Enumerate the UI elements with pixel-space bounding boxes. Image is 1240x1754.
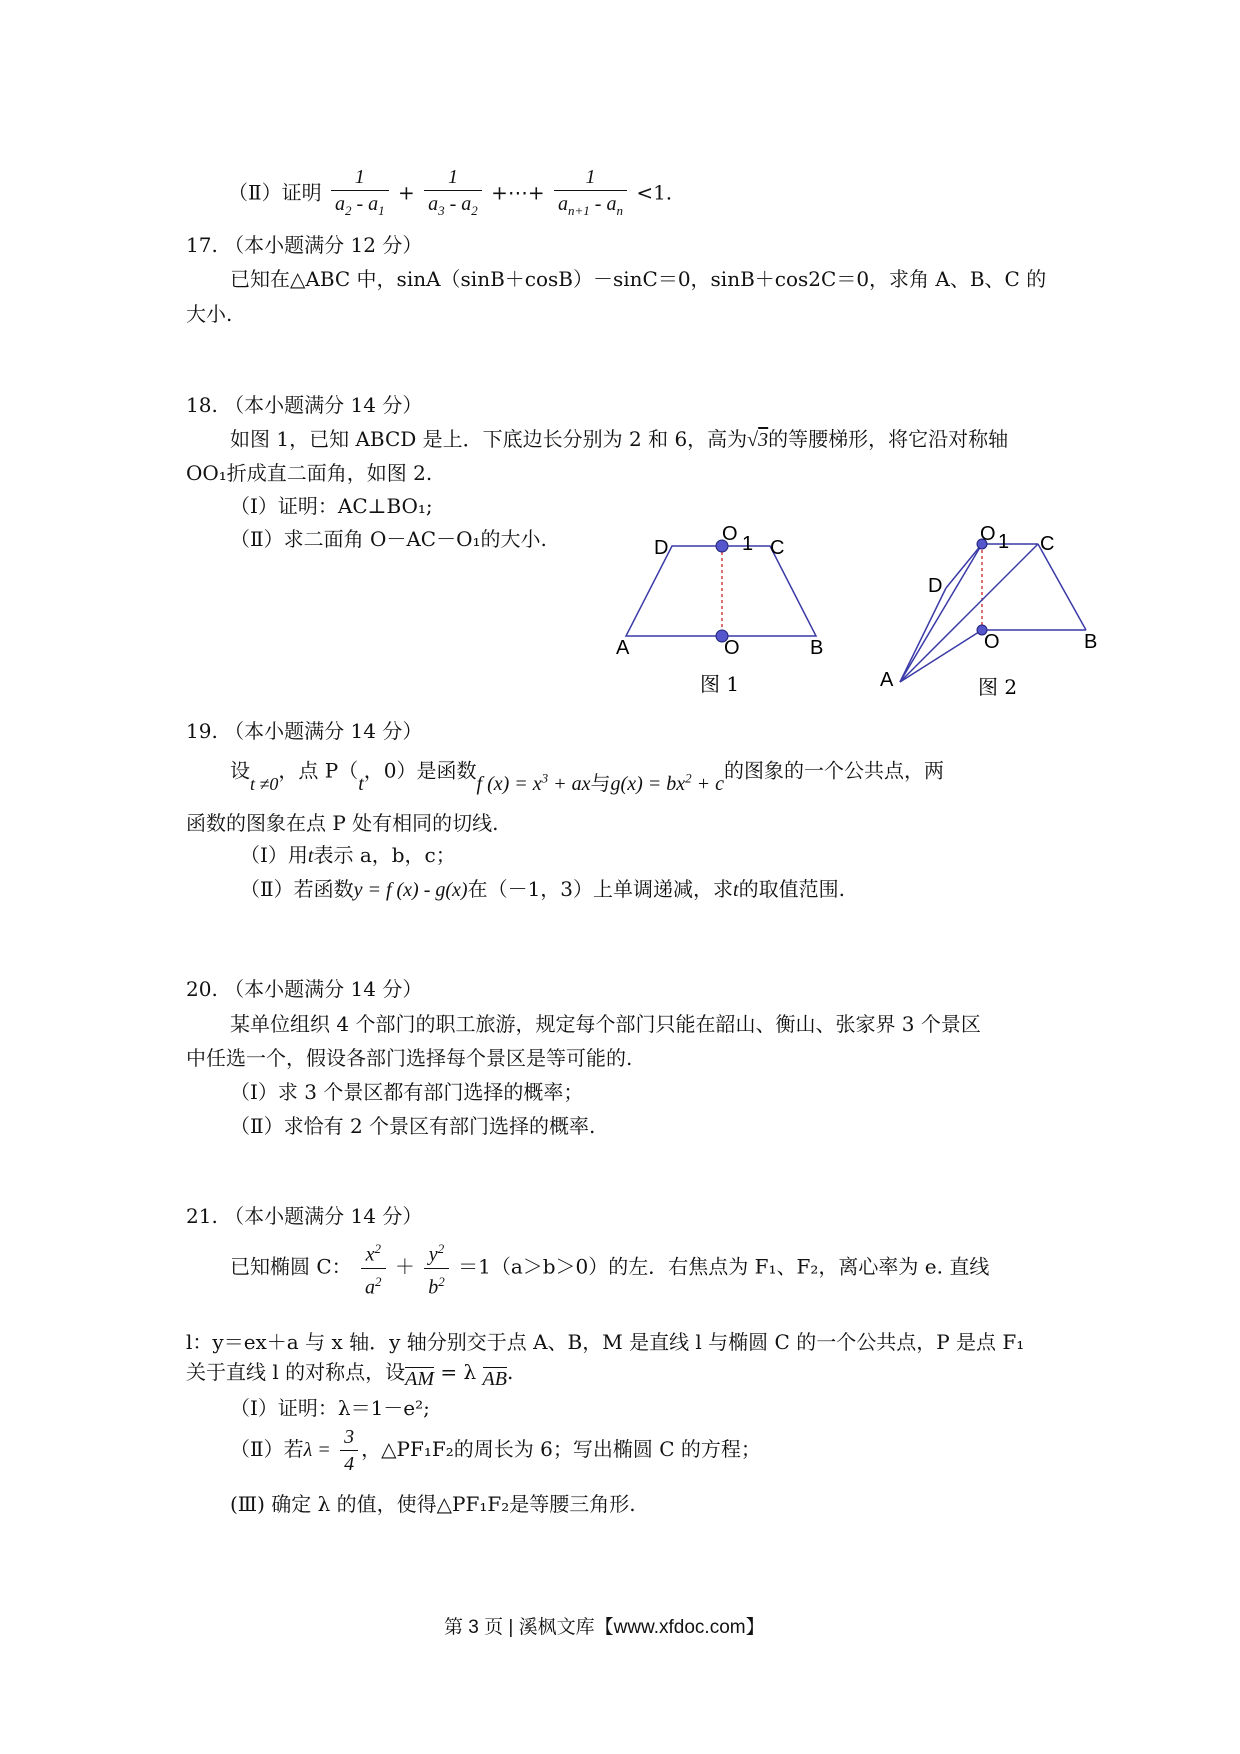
fig1-label-O1: O [722,523,738,545]
fig2-label-D: D [928,575,943,597]
t-ne-0: t ≠0 [250,773,279,794]
q18-part1: （Ⅰ）证明：AC⊥BO₁; [230,494,433,518]
fig2-label-A: A [880,669,894,691]
q21-part1: （Ⅰ）证明：λ＝1－e²; [230,1396,430,1420]
fig2-label-O1: O [980,523,996,545]
fig2-label-O: O [984,631,1000,653]
q20-line2: 中任选一个，假设各部门选择每个景区是等可能的. [186,1046,633,1070]
q18-line2: OO₁折成直二面角，如图 2. [186,461,433,485]
figure-2-folded [870,520,1120,710]
q21-frac-3-4: $\frac{3}{4}$ [340,1424,358,1477]
t-var: t [358,772,364,795]
q20-header: 20. （本小题满分 14 分） [186,977,423,1001]
vector-AM: AM [405,1368,435,1390]
fig1-label-O1-sub: 1 [742,533,754,555]
q21-frac-y: $\frac{y^2}{b^2}$ [424,1236,449,1300]
q18-part2: （Ⅱ）求二面角 O－AC－O₁的大小. [230,527,547,551]
q20-part1: （Ⅰ）求 3 个景区都有部门选择的概率； [230,1080,584,1104]
fig2-label-C: C [1040,533,1055,555]
q19-header: 19. （本小题满分 14 分） [186,719,423,743]
q19-part1: （Ⅰ）用t表示 a，b，c； [240,843,456,867]
figure-1-trapezoid [610,520,840,700]
q18-header: 18. （本小题满分 14 分） [186,393,423,417]
q19-line2: 函数的图象在点 P 处有相同的切线. [186,811,499,835]
q16-frac2: $\frac{1}{a_3 - a_2}$ [424,164,482,224]
q16-ellipsis: +⋯+ [491,180,545,205]
page-footer: 第 3 页 | 溪枫文库【www.xfdoc.com】 [444,1617,765,1638]
fig1-label-C: C [770,537,785,559]
fig1-label-D: D [654,537,669,559]
q20-part2: （Ⅱ）求恰有 2 个景区有部门选择的概率. [230,1114,596,1138]
q19-line1: 设t ≠0，点 P（t，0）是函数f $(x) = x^3$ + ax与$g(x) = bx^2 + c$的图象的一个公共点，两 [230,758,944,795]
q19-part2: （Ⅱ）若函数y = f (x) - g(x)在（－1，3）上单调递减，求t的取值范围. [240,877,845,901]
q21-part2: （Ⅱ）若λ = $\frac{3}{4}$ ，△PF₁F₂的周长为 6；写出椭圆 C 的方程； [230,1426,761,1475]
q21-frac-x: $\frac{x^2}{a^2}$ [361,1236,386,1300]
vector-AB: AB [482,1368,507,1390]
q21-part3: (Ⅲ) 确定 λ 的值，使得△PF₁F₂是等腰三角形. [230,1492,636,1516]
fig1-caption: 图 1 [700,672,740,696]
fig2-label-O1-sub: 1 [998,531,1010,553]
q20-line1: 某单位组织 4 个部门的职工旅游，规定每个部门只能在韶山、衡山、张家界 3 个景区 [230,1012,981,1036]
q21-line3: 关于直线 l 的对称点，设AM = λ AB. [186,1360,514,1390]
q16-frac1: $\frac{1}{a_2 - a_1}$ [331,164,389,224]
q17-header: 17. （本小题满分 12 分） [186,233,423,257]
fig1-label-A: A [616,637,630,659]
q18-line1: 如图 1，已知 ABCD 是上．下底边长分别为 2 和 6，高为√3的等腰梯形，将它沿对称轴 [230,427,1009,451]
q16-part2: （Ⅱ）证明 $\frac{1}{a_2 - a_1}$ + $\frac{1}{a_3 - a_2}$ +⋯+ $\frac{1}{a_{n+1} - a_n}$ <1. [228,164,672,224]
sqrt-3: √3 [747,429,769,451]
q16-prefix: （Ⅱ）证明 [228,180,322,205]
q21-line2: l：y＝ex＋a 与 x 轴．y 轴分别交于点 A、B，M 是直线 l 与椭圆 C 的一个公共点，P 是点 F₁ [186,1330,1025,1354]
fig2-caption: 图 2 [978,675,1018,699]
fig2-label-B: B [1084,631,1098,653]
q17-line1: 已知在△ABC 中，sinA（sinB＋cosB）－sinC＝0，sinB＋cos2C＝0，求角 A、B、C 的 [230,267,1047,291]
q16-suffix: <1. [636,180,673,205]
q21-line1: 已知椭圆 C： $\frac{x^2}{a^2}$ ＋ $\frac{y^2}{b^2}$ ＝1（a＞b＞0）的左．右焦点为 F₁、F₂，离心率为 e. 直线 [230,1236,989,1300]
fig1-label-B: B [810,637,824,659]
q16-frac3: $\frac{1}{a_{n+1} - a_n}$ [554,164,627,224]
q17-line2: 大小. [186,302,233,326]
fig1-label-O: O [724,637,740,659]
q21-header: 21. （本小题满分 14 分） [186,1204,423,1228]
